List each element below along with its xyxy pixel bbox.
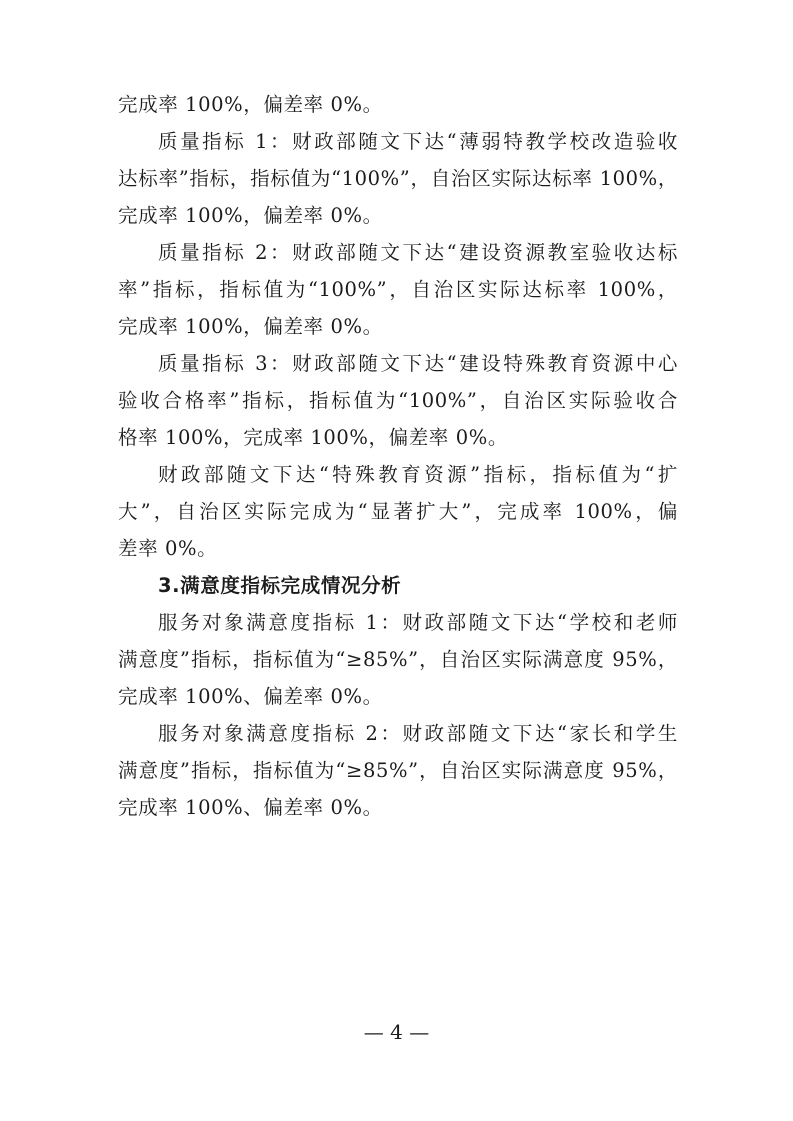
text-line: 服务对象满意度指标 2：财政部随文下达“家长和学生 — [158, 722, 678, 745]
text-line: 满意度”指标，指标值为“≥85%”，自治区实际满意度 95%， — [118, 759, 678, 782]
text-line: 完成率 100%、偏差率 0%。 — [118, 796, 383, 819]
text-line: 完成率 100%，偏差率 0%。 — [118, 204, 383, 227]
text-line: 质量指标 3：财政部随文下达“建设特殊教育资源中心 — [158, 352, 678, 375]
text-line: 大”，自治区实际完成为“显著扩大”，完成率 100%，偏 — [118, 500, 678, 523]
text-line: 满意度”指标，指标值为“≥85%”，自治区实际满意度 95%， — [118, 648, 678, 671]
paragraph-continuation — [118, 86, 678, 123]
text-line: 完成率 100%，偏差率 0%。 — [118, 93, 383, 116]
paragraph-satisfaction-indicator-1 — [118, 604, 678, 715]
text-line: 率”指标，指标值为“100%”，自治区实际达标率 100%， — [118, 278, 678, 301]
text-line: 质量指标 1：财政部随文下达“薄弱特教学校改造验收 — [158, 130, 678, 153]
paragraph-quality-indicator-2 — [118, 234, 678, 345]
text-line: 差率 0%。 — [118, 537, 218, 560]
text-line: 达标率”指标，指标值为“100%”，自治区实际达标率 100%， — [118, 167, 678, 190]
text-line: 服务对象满意度指标 1：财政部随文下达“学校和老师 — [158, 611, 678, 634]
text-line: 格率 100%，完成率 100%，偏差率 0%。 — [118, 426, 508, 449]
text-line: 完成率 100%，偏差率 0%。 — [118, 315, 383, 338]
text-line: 验收合格率”指标，指标值为“100%”，自治区实际验收合 — [118, 389, 678, 412]
text-line: 质量指标 2：财政部随文下达“建设资源教室验收达标 — [158, 241, 678, 264]
paragraph-special-education-resources — [118, 456, 678, 567]
paragraph-satisfaction-indicator-2 — [118, 715, 678, 826]
document-body — [118, 86, 678, 826]
text-line: 完成率 100%、偏差率 0%。 — [118, 685, 383, 708]
page-number: — 4 — — [363, 1020, 430, 1044]
section-heading: 3.满意度指标完成情况分析 — [158, 574, 402, 597]
text-line: 财政部随文下达“特殊教育资源”指标，指标值为“扩 — [158, 463, 678, 486]
paragraph-quality-indicator-1 — [118, 123, 678, 234]
paragraph-quality-indicator-3 — [118, 345, 678, 456]
